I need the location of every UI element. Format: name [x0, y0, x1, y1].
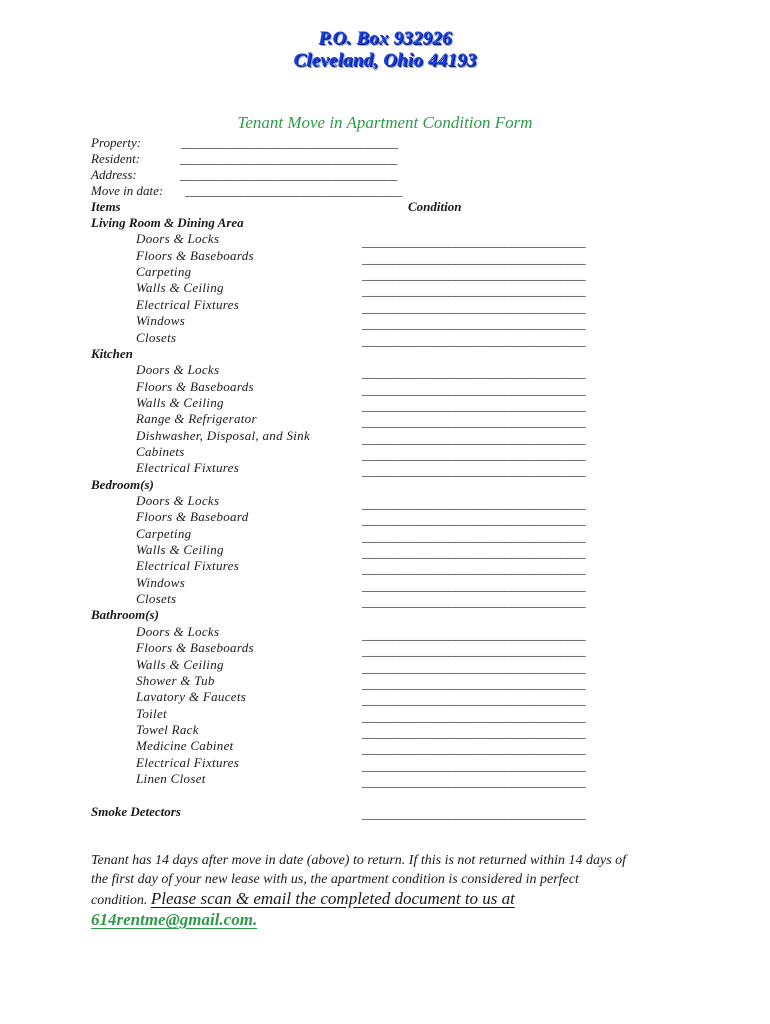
- checklist-row: [0, 379, 770, 395]
- resident-field[interactable]: ___________________________________: [180, 151, 398, 166]
- item-label: Floors & Baseboards: [136, 378, 254, 394]
- checklist-row: [0, 591, 770, 610]
- condition-line[interactable]: ____________________________________: [362, 463, 586, 479]
- checklist-row: [0, 231, 770, 250]
- header-po-box: P.O. Box 932926: [318, 28, 452, 49]
- item-label: Electrical Fixtures: [136, 558, 240, 574]
- checklist-row: [0, 689, 770, 708]
- checklist-row: [0, 755, 770, 771]
- section-heading: Kitchen: [91, 345, 133, 361]
- checklist-row: [0, 706, 770, 722]
- move-in-date-field[interactable]: ___________________________________: [185, 183, 403, 198]
- form-title: Tenant Move in Apartment Condition Form: [237, 113, 533, 132]
- item-label: Doors & Locks: [136, 493, 220, 508]
- condition-line[interactable]: ____________________________________: [362, 267, 586, 283]
- condition-line[interactable]: ____________________________________: [362, 708, 586, 724]
- checklist-row: [0, 297, 770, 313]
- condition-line[interactable]: ____________________________________: [362, 365, 586, 381]
- item-label: Walls & Ceiling: [136, 542, 224, 557]
- item-label: Toilet: [136, 705, 167, 721]
- email-link[interactable]: 614rentme@gmail.com.: [91, 910, 258, 929]
- checklist-row: [0, 624, 770, 640]
- condition-line[interactable]: ____________________________________: [362, 250, 586, 266]
- property-field[interactable]: ___________________________________: [181, 135, 399, 150]
- condition-line[interactable]: ____________________________________: [362, 414, 586, 430]
- item-label: Electrical Fixtures: [136, 296, 240, 312]
- checklist-row: [0, 509, 770, 528]
- condition-line[interactable]: ____________________________________: [362, 773, 586, 789]
- condition-line[interactable]: ____________________________________: [362, 675, 586, 691]
- item-label: Closets: [136, 591, 177, 607]
- checklist-row: [0, 526, 770, 542]
- item-label: Shower & Tub: [136, 672, 215, 688]
- section-heading: Bathroom(s): [91, 607, 159, 623]
- condition-line[interactable]: ____________________________________: [362, 332, 586, 348]
- condition-line[interactable]: ____________________________________: [362, 659, 586, 675]
- condition-line[interactable]: ____________________________________: [362, 397, 586, 413]
- checklist-row: [0, 558, 770, 577]
- checklist-row: [0, 493, 770, 509]
- item-label: Walls & Ceiling: [136, 394, 224, 410]
- condition-line[interactable]: ____________________________________: [362, 724, 586, 740]
- item-label: Electrical Fixtures: [136, 460, 240, 476]
- condition-line[interactable]: ____________________________________: [362, 234, 586, 250]
- info-label-move-in-date: Move in date:: [91, 183, 164, 198]
- condition-line[interactable]: ____________________________________: [362, 283, 586, 299]
- smoke-detectors-row: [0, 806, 770, 822]
- note-condition-text: condition.: [91, 893, 148, 908]
- item-label: Walls & Ceiling: [136, 280, 224, 296]
- item-label: Doors & Locks: [136, 362, 220, 378]
- condition-line[interactable]: ____________________________________: [362, 594, 586, 610]
- item-label: Range & Refrigerator: [136, 411, 257, 427]
- scan-instruction: Please scan & email the completed document to us at: [150, 889, 515, 908]
- checklist-row: [0, 542, 770, 558]
- item-label: Carpeting: [136, 264, 192, 280]
- checklist-row: [0, 248, 770, 264]
- item-label: Towel Rack: [136, 721, 199, 737]
- item-label: Medicine Cabinet: [136, 738, 234, 754]
- note-line-3: [91, 889, 691, 910]
- item-label: Doors & Locks: [136, 231, 220, 247]
- condition-line[interactable]: ____________________________________: [362, 299, 586, 315]
- checklist-row: [0, 771, 770, 787]
- item-label: Dishwasher, Disposal, and Sink: [136, 427, 311, 443]
- condition-line[interactable]: ____________________________________: [362, 528, 586, 544]
- condition-column-header: Condition: [408, 199, 462, 214]
- checklist-row: [0, 657, 770, 673]
- checklist-row: [0, 395, 770, 411]
- condition-line[interactable]: ____________________________________: [362, 512, 586, 528]
- checklist-row: [0, 575, 770, 591]
- item-label: Cabinets: [136, 443, 185, 459]
- item-label: Floors & Baseboards: [136, 247, 254, 263]
- item-label: Walls & Ceiling: [136, 656, 224, 672]
- checklist-row: [0, 411, 770, 430]
- item-label: Electrical Fixtures: [136, 754, 240, 770]
- condition-line[interactable]: ____________________________________: [362, 577, 586, 593]
- checklist-row: [0, 313, 770, 332]
- condition-line[interactable]: ____________________________________: [362, 430, 586, 446]
- checklist-row: [0, 640, 770, 659]
- condition-line[interactable]: ____________________________________: [362, 561, 586, 577]
- item-label: Linen Closet: [136, 770, 206, 786]
- condition-line[interactable]: ____________________________________: [362, 496, 586, 511]
- condition-line[interactable]: ____________________________________: [362, 446, 586, 462]
- condition-line[interactable]: ____________________________________: [362, 692, 586, 708]
- item-label: Floors & Baseboards: [136, 640, 254, 656]
- condition-line[interactable]: ____________________________________: [362, 545, 586, 560]
- section-heading: Living Room & Dining Area: [91, 215, 244, 230]
- condition-line[interactable]: ____________________________________: [362, 381, 586, 397]
- note-line-2: the first day of your new lease with us, the apartment condition is considered in perfect: [91, 872, 579, 887]
- note-line-1: Tenant has 14 days after move in date (above) to return. If this is not returned within 14 days of: [91, 853, 627, 868]
- condition-line[interactable]: ____________________________________: [362, 626, 586, 642]
- checklist-row: [0, 264, 770, 283]
- item-label: Floors & Baseboard: [136, 509, 249, 525]
- address-field[interactable]: ___________________________________: [180, 167, 398, 182]
- checklist-row: [0, 362, 770, 381]
- smoke-detectors-condition-line[interactable]: ____________________________________: [362, 806, 586, 821]
- item-label: Windows: [136, 313, 186, 329]
- smoke-detectors-label: Smoke Detectors: [91, 804, 181, 819]
- item-label: Doors & Locks: [136, 623, 220, 639]
- checklist-row: [0, 280, 770, 299]
- items-column-header: Items: [91, 199, 121, 214]
- info-label-resident: Resident:: [91, 151, 141, 166]
- condition-line[interactable]: ____________________________________: [362, 316, 586, 332]
- condition-line[interactable]: ____________________________________: [362, 643, 586, 659]
- checklist-row: [0, 673, 770, 689]
- condition-line[interactable]: ____________________________________: [362, 757, 586, 773]
- checklist-row: [0, 428, 770, 444]
- condition-line[interactable]: ____________________________________: [362, 741, 586, 757]
- checklist-row: [0, 722, 770, 738]
- info-label-property: Property:: [91, 135, 142, 150]
- item-label: Carpeting: [136, 525, 192, 541]
- header-city: Cleveland, Ohio 44193: [293, 50, 477, 71]
- checklist-row: [0, 444, 770, 460]
- item-label: Windows: [136, 574, 186, 590]
- checklist-row: [0, 738, 770, 757]
- checklist-row: [0, 460, 770, 479]
- item-label: Lavatory & Faucets: [136, 689, 247, 705]
- info-label-address: Address:: [91, 167, 137, 182]
- section-heading: Bedroom(s): [91, 476, 154, 492]
- checklist-row: [0, 330, 770, 346]
- item-label: Closets: [136, 329, 177, 345]
